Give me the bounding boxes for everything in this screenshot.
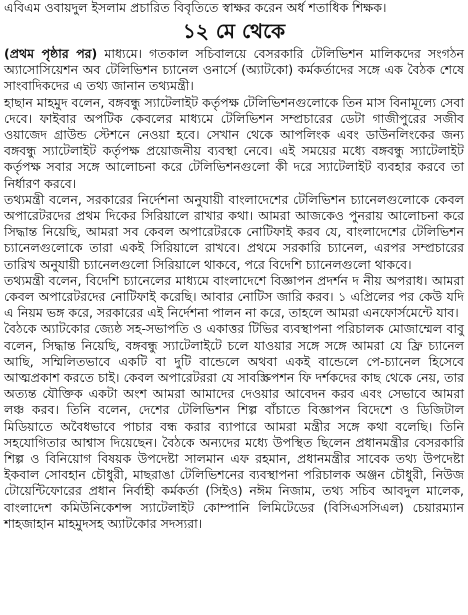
article-paragraph [4, 46, 464, 95]
article-paragraph: তথ্যমন্ত্রী বলেন, সরকারের নির্দেশনা অনুযায়ী বাংলাদেশের টেলিভিশন চ্যানেলগুলোকে কেবল অপারেটরদের প্রথম দিকের সিরিয়ালে রাখার কথা। আমরা আজকেও পুনরায় আলোচনা করে সিদ্ধান্ত নিয়েছি, আমরা সব কেবল অপারেটরকে নোটিফাই করব যে, বাংলাদেশের টেলিভিশন চ্যানেলগুলোকে তারা একই সিরিয়ালে রাখবে। প্রথমে সরকারি চ্যানেল, এরপর সম্প্রচারের তারিখ অনুযায়ী চ্যানেলগুলো সিরিয়ালে থাকবে, পরে বিদেশি চ্যানেলগুলো থাকবে। [4, 191, 464, 272]
article-heading: ১২ মে থেকে [182, 19, 286, 43]
continuation-tag: (প্রথম পৃষ্ঠার পর) [4, 46, 98, 61]
continued-text-line: এবিএম ওবায়দুল ইসলাম প্রচারিত বিবৃতিতে স্বাক্ষর করেন অর্ধ শতাধিক শিক্ষক। [4, 0, 387, 15]
article-paragraph: বৈঠকে অ্যাটকোর জ্যেষ্ঠ সহ-সভাপতি ও একাত্তর টিভির ব্যবস্থাপনা পরিচালক মোজাম্মেল বাবু বলেন, সিদ্ধান্ত নিয়েছি, বঙ্গবন্ধু স্যাটেলাইটে চলে যাওয়ার সঙ্গে সঙ্গে আমরা যে ফ্রি চ্যানেল আছি, সম্মিলিতভাবে একটি বা দুটি বান্ডেলে অথবা একই বান্ডেলে পে-চ্যানেল হিসেবে আত্মপ্রকাশ করতে চাই। কেবল অপারেটররা যে সাবস্ক্রিপশন ফি দর্শকদের কাছ থেকে নেয়, তার অত্যন্ত যৌক্তিক একটা অংশ আমরা আমাদের দেওয়ার আবেদন করব এবং সেভাবে আমরা লঞ্চ করব। তিনি বলেন, দেশের টেলিভিশন শিল্প বাঁচাতে বিজ্ঞাপন বিদেশে ও ডিজিটাল মিডিয়াতে অবৈধভাবে পাচার বন্ধ করার ব্যাপারে আমরা মন্ত্রীর সঙ্গে কথা বলেছি। তিনি সহযোগিতার আশ্বাস দিয়েছেন। বৈঠকে অন্যদের মধ্যে উপস্থিত ছিলেন প্রধানমন্ত্রীর বেসরকারি শিল্প ও বিনিয়োগ বিষয়ক উপদেষ্টা সালমান এফ রহমান, প্রধানমন্ত্রীর সাবেক তথ্য উপদেষ্টা ইকবাল সোবহান চৌধুরী, মাছরাঙা টেলিভিশনের ব্যবস্থাপনা পরিচালক অঞ্জন চৌধুরী, নিউজ টোয়েন্টিফোরের প্রধান নির্বাহী কর্মকর্তা (সিইও) নঈম নিজাম, তথ্য সচিব আবদুল মালেক, বাংলাদেশ কমিউনিকেশন্স স্যাটেলাইট কোম্পানি লিমিটেডের (বিসিএসসিএল) চেয়ারম্যান শাহজাহান মাহমুদসহ অ্যাটকোর সদস্যরা। [4, 321, 464, 531]
paragraph-text: মাধ্যমে। গতকাল সচিবালয়ে বেসরকারি টেলিভিশন মালিকদের সংগঠন অ্যাসোসিয়েশন অব টেলিভিশন চ্যানেল ওনার্সে (অ্যাটকো) কর্মকর্তাদের সঙ্গে এক বৈঠক শেষে সাংবাদিকদের এ তথ্য জানান তথ্যমন্ত্রী। [4, 46, 464, 94]
article-paragraph: তথ্যমন্ত্রী বলেন, বিদেশি চ্যানেলের মাধ্যমে বাংলাদেশে বিজ্ঞাপন প্রদর্শন দ নীয় অপরাধ। আমরা কেবল অপারেটরদের নোটিফাই করেছি। আবার নোটিস জারি করব। ১ এপ্রিলের পর কেউ যদি এ নিয়ম ভঙ্গ করে, সরকারের এই নির্দেশনা পালন না করে, তাহলে আমরা এনফোর্সমেন্টে যাব। [4, 272, 464, 321]
article-paragraph: হাছান মাহমুদ বলেন, বঙ্গবন্ধু স্যাটেলাইট কর্তৃপক্ষ টেলিভিশনগুলোকে তিন মাস বিনামূল্যে সেবা দেবে। ফাইবার অপটিক কেবলের মাধ্যমে টেলিভিশন সম্প্রচারের ডেটা গাজীপুরের সজীব ওয়াজেদ গ্রাউন্ড স্টেশনে নেওয়া হবে। সেখান থেকে আপলিংক এবং ডাউনলিংকের জন্য বঙ্গবন্ধু স্যাটেলাইট কর্তৃপক্ষ প্রয়োজনীয় ব্যবস্থা নেবে। এই সময়ের মধ্যে বঙ্গবন্ধু স্যাটেলাইট কর্তৃপক্ষ সবার সঙ্গে আলোচনা করে টেলিভিশনগুলো কী দরে স্যাটেলাইট ব্যবহার করবে তা নির্ধারণ করবে। [4, 94, 464, 191]
